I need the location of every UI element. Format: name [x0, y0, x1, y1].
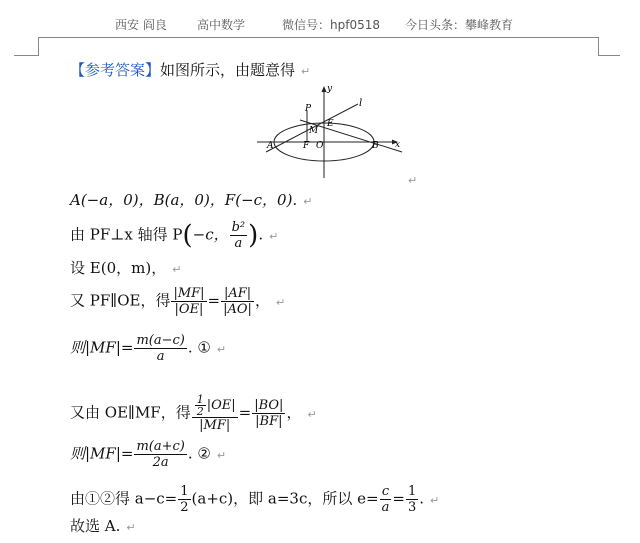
- frac-den: 3: [407, 500, 417, 515]
- paragraph-mark: ↵: [269, 229, 279, 243]
- answer-intro: [70, 60, 310, 82]
- fraction-half-oe-mf: [192, 394, 238, 433]
- frac-num: m(a−c): [136, 333, 185, 348]
- frac-den: |AO|: [223, 302, 252, 317]
- period: .: [419, 489, 424, 508]
- label-F: F: [303, 141, 310, 151]
- frac-num: b²: [231, 220, 246, 235]
- frac-num: 1: [180, 484, 189, 499]
- frac-num: 1: [196, 393, 204, 406]
- step-ratio-2: [70, 394, 317, 433]
- step-point-e-text: 设 E(0，m)，: [70, 259, 167, 277]
- paragraph-mark: ↵: [307, 407, 317, 421]
- frac-den: a: [156, 349, 165, 364]
- step-point-e: [70, 258, 181, 280]
- answer-intro-text: 如图所示，由题意得: [160, 61, 296, 79]
- paragraph-mark: ↵: [126, 521, 136, 534]
- paragraph-mark: ↵: [303, 195, 313, 208]
- step-eccentricity-mid: (a+c)，即 a=3c，所以 e=: [191, 489, 379, 508]
- header-wechat: 微信号：hpf0518: [282, 18, 380, 32]
- header-rule: [38, 37, 598, 38]
- fraction-c-a: [380, 484, 392, 515]
- label-O: O: [316, 141, 324, 151]
- ellipse-figure: [252, 80, 412, 180]
- label-A: A: [267, 141, 274, 151]
- frac-den: 2: [180, 500, 189, 515]
- paragraph-mark: ↵: [216, 448, 227, 462]
- equation-tag-2: . ②: [187, 444, 211, 463]
- paragraph-mark: ↵: [301, 65, 311, 78]
- fraction-m-a-plus-c: [134, 439, 186, 470]
- margin-corner-left-v: [38, 37, 39, 56]
- margin-corner-left: [14, 55, 38, 56]
- label-M: M: [309, 126, 319, 136]
- step-ratio-2-text: 又由 OE∥MF，得: [70, 403, 191, 422]
- paragraph-mark: ↵: [172, 263, 182, 276]
- equals: =: [207, 291, 221, 310]
- frac-den: 2a: [152, 455, 169, 470]
- header-subject: 高中数学: [197, 18, 246, 32]
- paragraph-mark: ↵: [430, 493, 440, 507]
- comma: ，: [254, 291, 270, 310]
- frac-den: |MF|: [199, 418, 231, 433]
- frac-num: c: [380, 484, 392, 500]
- step-conclusion-text: 故选 A.: [70, 517, 121, 535]
- step-conclusion: [70, 516, 136, 538]
- label-x: x: [395, 140, 401, 150]
- equation-tag-1: . ①: [187, 338, 211, 357]
- step-ratio-1: [70, 286, 285, 317]
- step-point-p: 由 PF⊥x 轴得 P(−c， $\frac{\text{b²}}{a}$ ). ↵: [70, 220, 279, 251]
- step-eccentricity: [70, 484, 439, 515]
- paragraph-mark: ↵: [216, 342, 227, 356]
- step-ratio-1-text: 又 PF∥OE，得: [70, 291, 171, 310]
- equals: =: [392, 489, 405, 508]
- frac-num: m(a+c): [136, 439, 185, 454]
- fraction-one-half: [178, 484, 190, 515]
- fraction-bo-bf: [252, 398, 285, 429]
- fraction-m-a-minus-c: [134, 333, 186, 364]
- frac-den: a: [381, 500, 390, 515]
- frac-num: |BO|: [254, 398, 284, 413]
- fraction-b2-a: [230, 220, 248, 251]
- paragraph-mark: ↵: [275, 295, 286, 309]
- margin-corner-right: [598, 37, 599, 56]
- paragraph-mark: ↵: [408, 174, 418, 187]
- step-point-p-text: 由 PF⊥x 轴得 P: [70, 225, 183, 244]
- frac-num: |MF|: [173, 286, 205, 301]
- frac-den: |OE|: [174, 302, 204, 317]
- label-P: P: [305, 104, 312, 114]
- margin-corner-right-h: [598, 55, 620, 56]
- fraction-af-ao: [221, 286, 254, 317]
- frac-num: |AF|: [221, 286, 254, 302]
- frac-oe: |OE|: [206, 398, 236, 413]
- label-E: E: [327, 119, 334, 129]
- step-coordinates: [70, 190, 312, 212]
- header-author: 西安 阎良: [115, 18, 167, 32]
- label-B: B: [372, 141, 379, 151]
- comma: ，: [286, 403, 302, 422]
- equals: =: [238, 403, 252, 422]
- frac-den: |BF|: [255, 414, 283, 429]
- step-mf-2-text: 则|MF|=: [70, 444, 134, 463]
- step-eccentricity-text: 由①②得 a−c=: [70, 489, 178, 508]
- step-mf-1: [70, 333, 226, 364]
- frac-den: 2: [196, 405, 204, 418]
- frac-num: 1: [407, 484, 417, 499]
- label-l: l: [359, 98, 363, 109]
- header-toutiao: 今日头条：攀峰教育: [405, 18, 514, 32]
- frac-den: a: [234, 236, 243, 251]
- step-mf-2: [70, 439, 226, 470]
- answer-label: 【参考答案】: [70, 61, 161, 79]
- fraction-mf-oe: [171, 286, 206, 317]
- step-point-p-x: −c，: [192, 225, 229, 244]
- step-coordinates-text: A(−a，0)，B(a，0)，F(−c，0).: [70, 191, 298, 209]
- step-mf-1-text: 则|MF|=: [70, 338, 134, 357]
- fraction-one-third: [406, 484, 418, 515]
- page-header: [0, 16, 640, 36]
- label-y: y: [327, 84, 333, 94]
